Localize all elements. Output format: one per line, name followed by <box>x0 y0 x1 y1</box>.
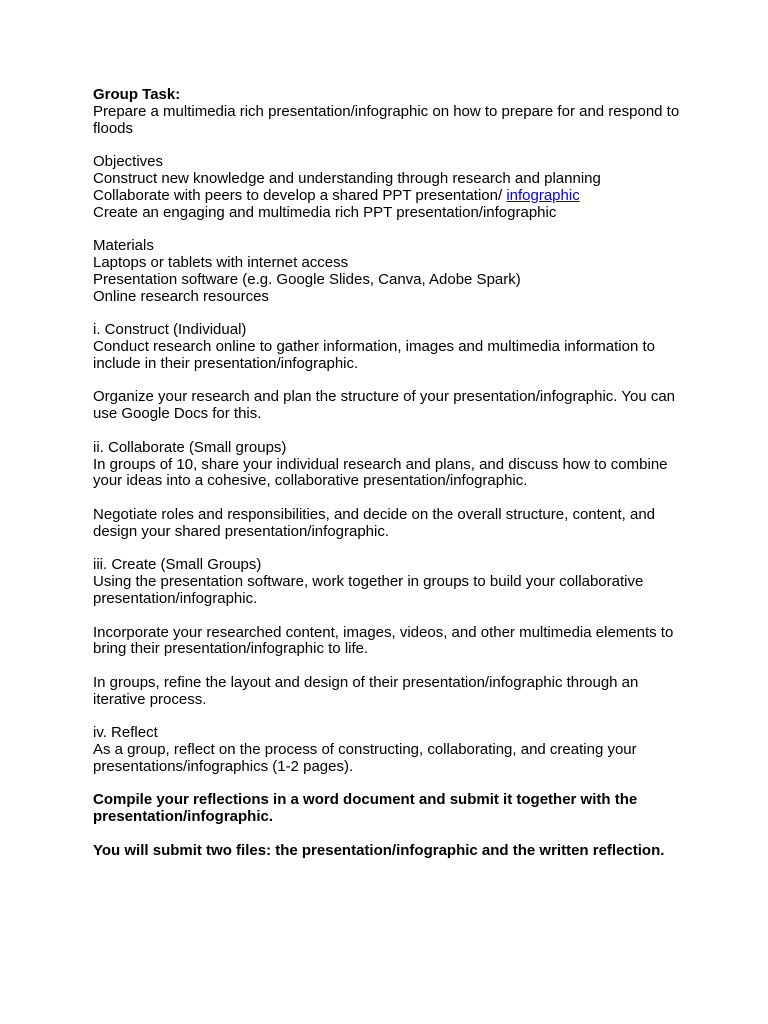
construct-paragraph-2: Organize your research and plan the structure of your presentation/infographic. You can use Google Docs for this. <box>93 388 676 423</box>
reflect-section <box>93 725 683 775</box>
collaborate-heading: ii. Collaborate (Small groups) <box>93 438 287 456</box>
collaborate-paragraph-2: Negotiate roles and responsibilities, and decide on the overall structure, content, and design your shared presentation/infographic. <box>93 505 656 540</box>
materials-section <box>93 238 683 305</box>
materials-item: Laptops or tablets with internet access <box>93 253 349 271</box>
objectives-section <box>93 154 683 221</box>
document-page <box>93 87 683 876</box>
group-task-description: Prepare a multimedia rich presentation/infographic on how to prepare for and respond to floods <box>93 102 680 137</box>
collaborate-paragraph-1: In groups of 10, share your individual research and plans, and discuss how to combine your ideas into a cohesive, collaborative presentation/infographic. <box>93 455 668 490</box>
create-paragraph-2: Incorporate your researched content, images, videos, and other multimedia elements to bring their presentation/infographic to life. <box>93 623 674 658</box>
construct-paragraph-1: Conduct research online to gather information, images and multimedia information to include in their presentation/infographic. <box>93 337 655 372</box>
create-heading: iii. Create (Small Groups) <box>93 556 262 574</box>
submission-note-2-block <box>93 843 683 860</box>
create-paragraph-3: In groups, refine the layout and design of their presentation/infographic through an iterative process. <box>93 673 639 708</box>
objective-item-2-text: Collaborate with peers to develop a shared PPT presentation/ <box>93 186 507 204</box>
create-paragraph-3-block <box>93 675 683 709</box>
collaborate-paragraph-2-block <box>93 507 683 541</box>
objective-item-3: Create an engaging and multimedia rich PPT presentation/infographic <box>93 203 557 221</box>
objective-item-2 <box>93 188 683 205</box>
objective-item-1: Construct new knowledge and understanding through research and planning <box>93 169 601 187</box>
group-task-section <box>93 87 683 137</box>
submission-note-1-block <box>93 792 683 826</box>
reflect-heading: iv. Reflect <box>93 724 158 742</box>
collaborate-section <box>93 440 683 490</box>
construct-heading: i. Construct (Individual) <box>93 321 247 339</box>
reflect-paragraph-1: As a group, reflect on the process of constructing, collaborating, and creating your presentations/infographics (1-2 pages). <box>93 741 637 775</box>
submission-note-1: Compile your reflections in a word document and submit it together with the presentation/infographic. <box>93 791 638 826</box>
submission-note-2: You will submit two files: the presentation/infographic and the written reflection. <box>93 841 665 859</box>
create-paragraph-2-block <box>93 625 683 659</box>
construct-section <box>93 322 683 372</box>
materials-heading: Materials <box>93 237 154 255</box>
group-task-heading: Group Task: <box>93 86 181 103</box>
objectives-heading: Objectives <box>93 153 164 171</box>
materials-item: Presentation software (e.g. Google Slides, Canva, Adobe Spark) <box>93 270 521 288</box>
infographic-link[interactable]: infographic <box>506 186 580 204</box>
create-paragraph-1: Using the presentation software, work together in groups to build your collaborative presentation/infographic. <box>93 573 644 607</box>
create-section <box>93 557 683 607</box>
construct-paragraph-2-block <box>93 389 683 423</box>
materials-item: Online research resources <box>93 287 269 305</box>
